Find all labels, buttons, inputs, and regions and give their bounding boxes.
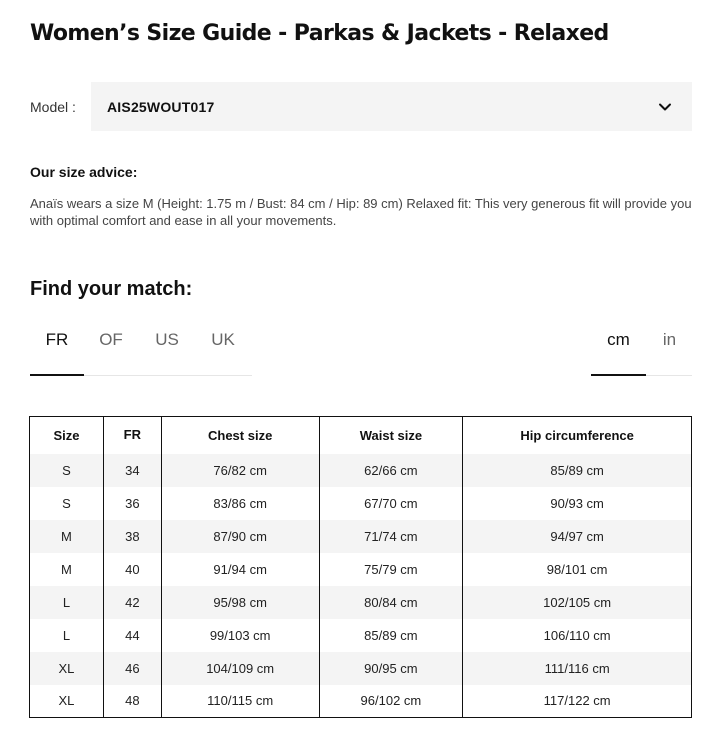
page-title: Women’s Size Guide - Parkas & Jackets - Relaxed [30, 21, 609, 46]
header-waist: Waist size [319, 417, 463, 454]
tab-uk[interactable]: UK [211, 330, 235, 349]
table-row [30, 619, 692, 652]
cell-fr: 40 [103, 553, 161, 586]
cell-size: S [30, 487, 104, 520]
header-chest: Chest size [161, 417, 319, 454]
cell-waist: 85/89 cm [319, 619, 463, 652]
table-header-row [30, 417, 692, 454]
find-your-match-title: Find your match: [30, 278, 193, 300]
cell-fr: 44 [103, 619, 161, 652]
cell-fr: 38 [103, 520, 161, 553]
cell-hip: 102/105 cm [463, 586, 692, 619]
cell-waist: 75/79 cm [319, 553, 463, 586]
cell-hip: 111/116 cm [463, 652, 692, 685]
header-size: Size [30, 417, 104, 454]
cell-hip: 85/89 cm [463, 454, 692, 487]
size-advice-text: Anaïs wears a size M (Height: 1.75 m / Bust: 84 cm / Hip: 89 cm) Relaxed fit: This very generous fit will provide you with optimal comfort and ease in all your movements. [30, 196, 692, 228]
tab-us[interactable]: US [155, 330, 179, 349]
cell-hip: 106/110 cm [463, 619, 692, 652]
unit-in[interactable]: in [662, 330, 677, 349]
table-row [30, 652, 692, 685]
size-system-tabs [30, 320, 252, 376]
table-row [30, 553, 692, 586]
cell-size: XL [30, 685, 104, 718]
cell-size: L [30, 586, 104, 619]
table-row [30, 454, 692, 487]
cell-chest: 110/115 cm [161, 685, 319, 718]
model-select-value: AIS25WOUT017 [107, 98, 215, 115]
cell-size: S [30, 454, 104, 487]
table-row [30, 586, 692, 619]
cell-chest: 91/94 cm [161, 553, 319, 586]
cell-hip: 94/97 cm [463, 520, 692, 553]
cell-chest: 76/82 cm [161, 454, 319, 487]
cell-fr: 46 [103, 652, 161, 685]
header-hip: Hip circumference [463, 417, 692, 454]
cell-fr: 48 [103, 685, 161, 718]
cell-fr: 36 [103, 487, 161, 520]
header-fr: FR [103, 417, 161, 454]
table-row [30, 487, 692, 520]
cell-size: XL [30, 652, 104, 685]
table-row [30, 520, 692, 553]
cell-size: L [30, 619, 104, 652]
cell-hip: 117/122 cm [463, 685, 692, 718]
cell-fr: 42 [103, 586, 161, 619]
cell-hip: 98/101 cm [463, 553, 692, 586]
size-advice-title: Our size advice: [30, 164, 138, 180]
cell-fr: 34 [103, 454, 161, 487]
cell-chest: 95/98 cm [161, 586, 319, 619]
cell-waist: 62/66 cm [319, 454, 463, 487]
unit-cm[interactable]: cm [591, 320, 646, 376]
cell-chest: 83/86 cm [161, 487, 319, 520]
cell-waist: 71/74 cm [319, 520, 463, 553]
unit-tabs [591, 320, 692, 376]
model-label: Model : [30, 99, 76, 115]
size-table [29, 416, 692, 718]
cell-waist: 90/95 cm [319, 652, 463, 685]
cell-chest: 87/90 cm [161, 520, 319, 553]
tab-of[interactable]: OF [99, 330, 123, 349]
cell-waist: 80/84 cm [319, 586, 463, 619]
cell-chest: 99/103 cm [161, 619, 319, 652]
chevron-down-icon [658, 100, 672, 114]
tab-fr[interactable]: FR [30, 320, 84, 376]
cell-chest: 104/109 cm [161, 652, 319, 685]
table-row [30, 685, 692, 718]
cell-waist: 67/70 cm [319, 487, 463, 520]
cell-waist: 96/102 cm [319, 685, 463, 718]
cell-hip: 90/93 cm [463, 487, 692, 520]
cell-size: M [30, 553, 104, 586]
cell-size: M [30, 520, 104, 553]
model-select[interactable] [91, 82, 692, 131]
